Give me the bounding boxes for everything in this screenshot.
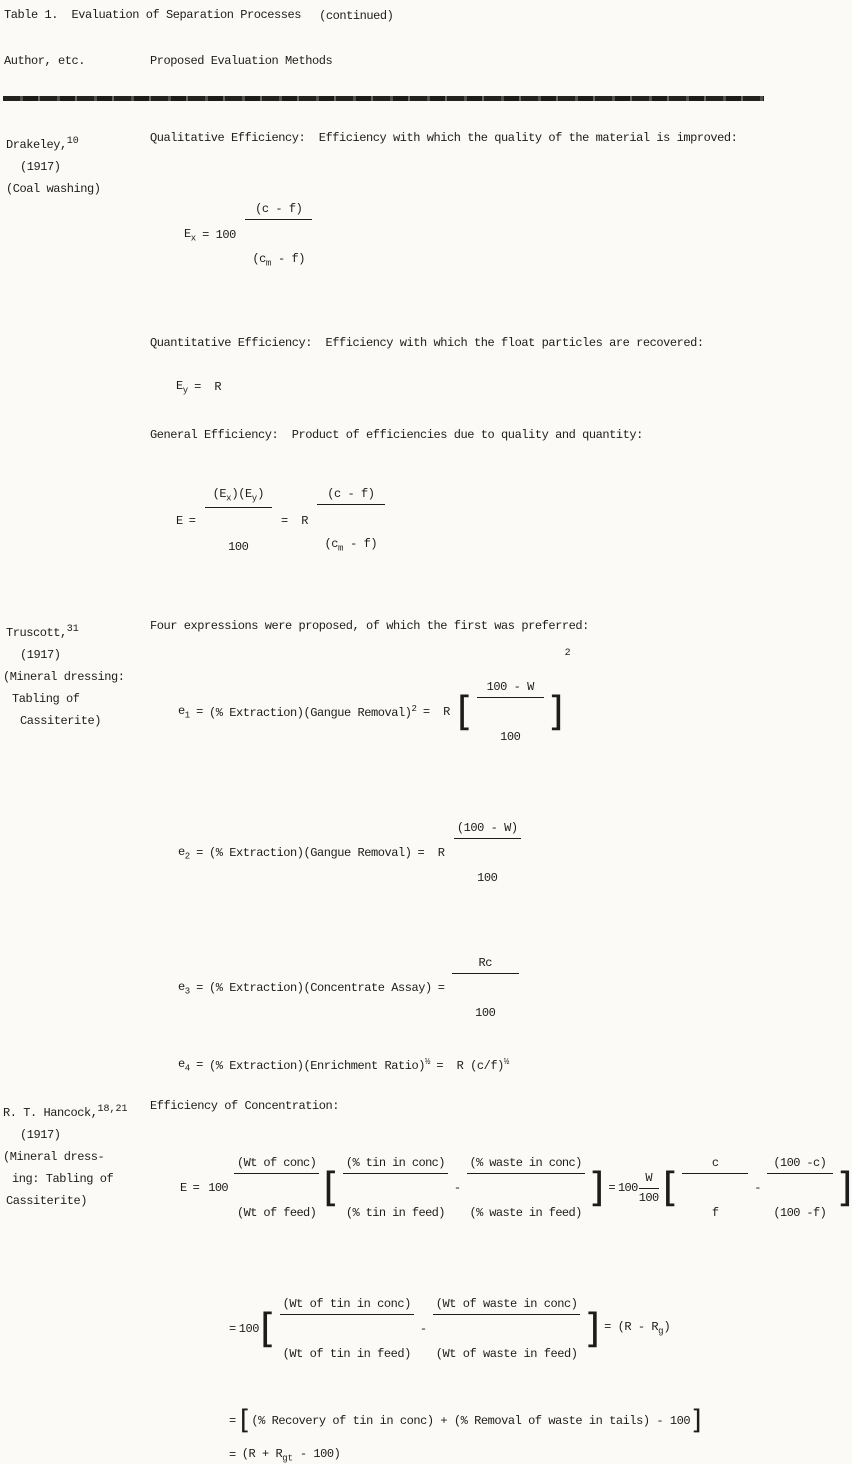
symbol-E: E xyxy=(184,227,191,241)
table-title xyxy=(3,8,764,23)
equals-result xyxy=(436,1057,509,1074)
symbol-subscript: 2 xyxy=(185,851,190,861)
symbol-subscript: 4 xyxy=(185,1063,190,1073)
equals-sign: = xyxy=(196,1058,203,1073)
fraction-denominator xyxy=(245,250,313,270)
right-bracket: ] xyxy=(691,1410,702,1433)
result-text: (R + R xyxy=(242,1447,283,1461)
expression-text: (% Extraction)(Enrichment Ratio) xyxy=(209,1059,425,1073)
exponent: ½ xyxy=(425,1057,430,1067)
exponent: 2 xyxy=(411,704,416,714)
formula-concentration-line2 xyxy=(226,1267,764,1392)
equals-coefficient: = R xyxy=(423,705,450,720)
coefficient: 100 xyxy=(618,1181,638,1196)
fraction-numerator: (Wt of tin in conc) xyxy=(280,1297,414,1315)
right-bracket: ] xyxy=(548,695,564,729)
right-bracket: ] xyxy=(589,1171,605,1205)
formula-e2 xyxy=(178,791,764,916)
fraction-denominator: f xyxy=(682,1204,748,1221)
result-text: - 100) xyxy=(293,1447,340,1461)
table-title-text: Table 1. Evaluation of Separation Processes xyxy=(4,8,301,23)
left-bracket: [ xyxy=(457,695,473,729)
result-subscript: gt xyxy=(282,1453,293,1463)
formula-e4 xyxy=(178,1057,764,1075)
fraction-denominator: (Wt of waste in feed) xyxy=(433,1345,581,1362)
truscott-intro-text: Four expressions were proposed, of which the first was preferred: xyxy=(150,619,764,634)
equals-result xyxy=(242,1447,341,1464)
equals-coefficient: = 100 xyxy=(202,228,236,243)
author-name xyxy=(3,619,150,644)
bracket-exponent: 2 xyxy=(565,648,571,661)
coefficient: 100 xyxy=(208,1181,228,1196)
author-cell-hancock xyxy=(3,1099,150,1464)
author-field-line: (Mineral dress- xyxy=(3,1146,150,1168)
qualitative-efficiency-heading: Qualitative Efficiency: Efficiency with which the quality of the material is improved: xyxy=(150,131,764,146)
author-cell-truscott xyxy=(3,619,150,1075)
equals-sign: = xyxy=(196,981,203,996)
table-row-truscott xyxy=(3,619,764,1075)
author-reference-number: 31 xyxy=(67,624,79,635)
fraction-denominator: 100 xyxy=(205,538,273,555)
methods-cell-hancock xyxy=(150,1099,764,1464)
right-bracket: ] xyxy=(584,1312,600,1346)
fraction xyxy=(245,172,313,300)
table-row-drakeley xyxy=(3,131,764,585)
fraction xyxy=(682,1126,748,1251)
author-field-line: ing: Tabling of xyxy=(3,1168,150,1190)
equals-sign: = xyxy=(229,1448,236,1463)
fraction xyxy=(452,926,520,1051)
author-field-line: Tabling of xyxy=(3,688,150,710)
fraction xyxy=(234,1126,319,1251)
equals-sign: = xyxy=(438,981,445,996)
header-rule xyxy=(3,96,764,101)
fraction-denominator: (Wt of feed) xyxy=(234,1204,319,1221)
fraction-numerator: (Wt of conc) xyxy=(234,1156,319,1174)
equals-sign: = xyxy=(608,1181,615,1196)
formula-symbol xyxy=(184,227,196,245)
numerator-text: (E xyxy=(213,487,227,501)
formula-quantitative-efficiency xyxy=(176,379,764,397)
general-efficiency-heading: General Efficiency: Product of efficiencies due to quality and quantity: xyxy=(150,428,764,443)
symbol-e: e xyxy=(178,704,185,718)
author-year: (1917) xyxy=(3,1124,150,1146)
expression-body xyxy=(209,704,417,721)
column-header-methods: Proposed Evaluation Methods xyxy=(150,54,332,69)
fraction-numerator: (100 - W) xyxy=(454,821,522,839)
expression-body xyxy=(209,1057,430,1074)
fraction-denominator: 100 xyxy=(454,869,522,886)
fraction-numerator: c xyxy=(682,1156,748,1174)
fraction xyxy=(280,1267,414,1392)
left-bracket: [ xyxy=(240,1410,251,1433)
efficiency-of-concentration-heading: Efficiency of Concentration: xyxy=(150,1099,764,1114)
formula-symbol xyxy=(178,1057,190,1075)
fraction xyxy=(477,650,545,775)
left-bracket: [ xyxy=(663,1171,679,1205)
formula-symbol xyxy=(178,845,190,863)
formula-qualitative-efficiency xyxy=(184,172,764,300)
fraction-denominator: (100 -f) xyxy=(767,1204,833,1221)
symbol-E: E xyxy=(180,1181,187,1196)
numerator-subscript: x xyxy=(226,494,231,504)
equals-result xyxy=(604,1320,670,1338)
fraction xyxy=(205,457,273,585)
table-title-continued: (continued) xyxy=(319,9,393,24)
column-header-author: Author, etc. xyxy=(3,54,150,69)
author-field: (Coal washing) xyxy=(3,178,150,200)
quantitative-efficiency-heading: Quantitative Efficiency: Efficiency with which the float particles are recovered: xyxy=(150,336,764,351)
minus-sign: - xyxy=(754,1181,761,1196)
fraction xyxy=(467,1126,585,1251)
fraction-numerator: (c - f) xyxy=(317,487,385,505)
left-bracket: [ xyxy=(260,1312,276,1346)
denominator-text: - f) xyxy=(343,537,377,551)
symbol-e: e xyxy=(178,980,185,994)
symbol-E: E xyxy=(176,379,183,393)
author-year: (1917) xyxy=(3,644,150,666)
denominator-text: (c xyxy=(252,252,266,266)
fraction-numerator xyxy=(205,487,273,508)
symbol-subscript: y xyxy=(183,385,188,395)
coefficient-fraction-group xyxy=(618,1171,662,1206)
symbol-subscript: 1 xyxy=(185,710,190,720)
fraction xyxy=(317,457,385,585)
denominator-text: - f) xyxy=(271,252,305,266)
fraction-numerator: (100 -c) xyxy=(767,1156,833,1174)
fraction-numerator: (c - f) xyxy=(245,202,313,220)
fraction-numerator: (% waste in conc) xyxy=(467,1156,585,1174)
denominator-subscript: m xyxy=(338,544,343,554)
numerator-text: )(E xyxy=(232,487,252,501)
author-year: (1917) xyxy=(3,156,150,178)
right-bracket: ] xyxy=(837,1171,852,1205)
formula-concentration-line4 xyxy=(226,1447,764,1464)
formula-e1 xyxy=(178,650,764,775)
result-text: = (R - R xyxy=(604,1320,658,1334)
equals-sign: = xyxy=(196,705,203,720)
expression-text: (% Extraction)(Gangue Removal) xyxy=(209,706,412,720)
symbol-e: e xyxy=(178,845,185,859)
fraction-denominator: (Wt of tin in feed) xyxy=(280,1345,414,1362)
author-field-line: (Mineral dressing: xyxy=(3,666,150,688)
fraction xyxy=(454,791,522,916)
fraction-numerator: (% tin in conc) xyxy=(343,1156,448,1174)
expression-body: (% Extraction)(Concentrate Assay) xyxy=(209,981,432,996)
formula-e3 xyxy=(178,926,764,1051)
column-headers xyxy=(3,54,764,69)
equals-sign: = xyxy=(196,846,203,861)
formula-concentration-line1 xyxy=(180,1126,764,1251)
exponent: ½ xyxy=(504,1057,509,1067)
author-cell-drakeley xyxy=(3,131,150,585)
denominator-text: (c xyxy=(324,537,338,551)
formula-concentration-line3 xyxy=(226,1410,764,1433)
fraction xyxy=(639,1171,659,1206)
fraction xyxy=(343,1126,448,1251)
fraction-numerator: 100 - W xyxy=(477,680,545,698)
symbol-subscript: 3 xyxy=(185,986,190,996)
author-name xyxy=(3,1099,150,1124)
fraction xyxy=(433,1267,581,1392)
fraction-numerator: W xyxy=(639,1171,659,1189)
minus-sign: - xyxy=(420,1322,427,1337)
author-field-line: Cassiterite) xyxy=(3,1190,150,1212)
fraction-numerator: Rc xyxy=(452,956,520,974)
fraction-denominator: (% tin in feed) xyxy=(343,1204,448,1221)
author-name xyxy=(3,131,150,156)
minus-sign: - xyxy=(454,1181,461,1196)
equals-sign: = xyxy=(229,1322,236,1337)
symbol-subscript: x xyxy=(191,233,196,243)
equals-sign: = xyxy=(193,1181,200,1196)
numerator-text: ) xyxy=(257,487,264,501)
author-reference-number: 10 xyxy=(67,136,79,147)
methods-cell-truscott xyxy=(150,619,764,1075)
fraction-denominator: (% waste in feed) xyxy=(467,1204,585,1221)
result-subscript: g xyxy=(658,1327,663,1337)
equals-sign: = xyxy=(189,514,196,529)
equals-sign: = xyxy=(229,1414,236,1429)
fraction-denominator: 100 xyxy=(477,728,545,745)
fraction-denominator: 100 xyxy=(452,1004,520,1021)
left-bracket: [ xyxy=(323,1171,339,1205)
author-reference-number: 18,21 xyxy=(98,1104,128,1115)
author-name-text: Drakeley, xyxy=(6,138,67,152)
fraction-denominator xyxy=(317,535,385,555)
formula-symbol xyxy=(176,379,188,397)
result-text: = R (c/f) xyxy=(436,1059,504,1073)
equals-coefficient: = R xyxy=(417,846,444,861)
symbol-E: E xyxy=(176,514,183,529)
formula-symbol xyxy=(178,704,190,722)
author-field-line: Cassiterite) xyxy=(3,710,150,732)
result-text: ) xyxy=(664,1320,671,1334)
expression-body: (% Recovery of tin in conc) + (% Removal of waste in tails) - 100 xyxy=(251,1414,690,1429)
equals-coefficient: = R xyxy=(281,514,308,529)
formula-symbol xyxy=(178,980,190,998)
expression-body: (% Extraction)(Gangue Removal) xyxy=(209,846,412,861)
coefficient: 100 xyxy=(239,1322,259,1337)
methods-cell-drakeley xyxy=(150,131,764,585)
formula-general-efficiency xyxy=(176,457,764,585)
equals-value: = R xyxy=(194,380,221,395)
fraction xyxy=(767,1126,833,1251)
author-name-text: R. T. Hancock, xyxy=(3,1106,98,1120)
fraction-numerator: (Wt of waste in conc) xyxy=(433,1297,581,1315)
numerator-subscript: y xyxy=(252,494,257,504)
table-row-hancock xyxy=(3,1099,764,1464)
fraction-denominator: 100 xyxy=(639,1189,659,1206)
author-name-text: Truscott, xyxy=(6,626,67,640)
denominator-subscript: m xyxy=(266,258,271,268)
symbol-e: e xyxy=(178,1057,185,1071)
